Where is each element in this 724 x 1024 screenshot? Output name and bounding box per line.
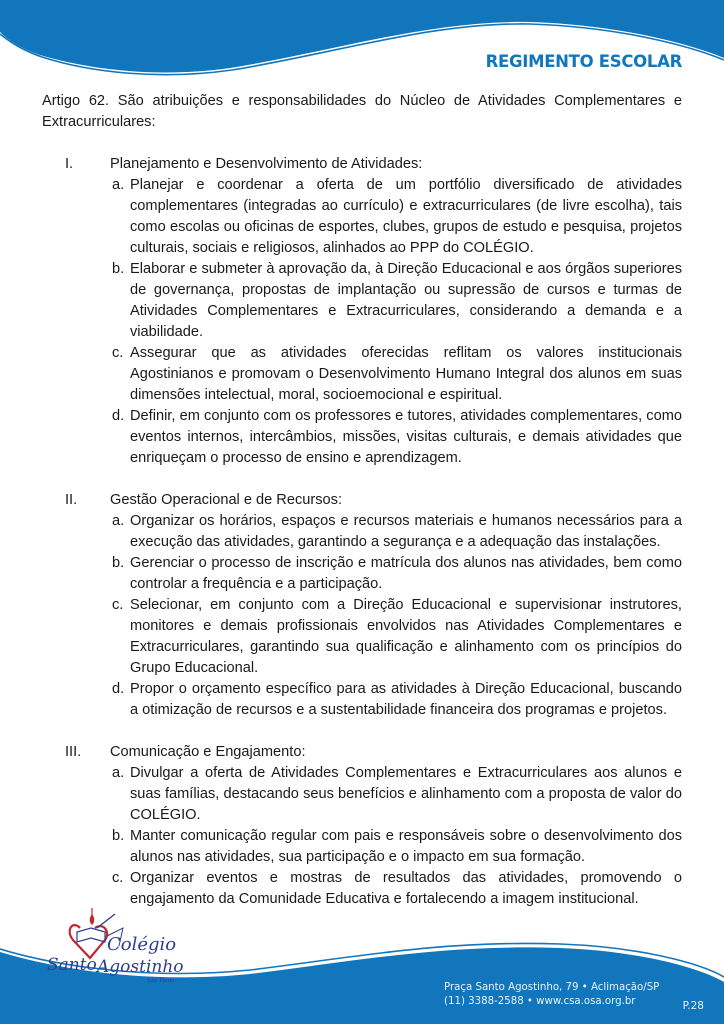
item-letter: b. (112, 828, 125, 844)
svg-text:São Paulo: São Paulo (147, 978, 175, 984)
section-numeral: I. (65, 156, 74, 172)
list-item (112, 868, 682, 910)
item-text: Divulgar a oferta de Atividades Complementares e Extracurriculares aos alunos e suas famílias, destacando seus benefícios e alinhamento com a proposta de valor do COLÉGIO. (130, 765, 682, 823)
item-text: Elaborar e submeter à aprovação da, à Direção Educacional e aos órgãos superiores de governança, propostas de implantação ou supressão de cursos e turmas de Atividades Complementares e Extracurriculares, considerando a demanda e a viabilidade. (130, 261, 682, 340)
list-item (112, 826, 682, 868)
section-title: Comunicação e Engajamento: (110, 744, 306, 760)
article-intro: Artigo 62. São atribuições e responsabilidades do Núcleo de Atividades Complementares e Extracurriculares: (42, 93, 682, 130)
section-items (42, 511, 682, 721)
item-text: Planejar e coordenar a oferta de um portfólio diversificado de atividades complementares (integradas ao currículo) e extracurriculares (de livre escolha), tais como escolas ou oficinas de esportes, clubes, grupos de estudo e pesquisa, projetos culturais, sociais e religiosos, alinhados ao PPP do COLÉGIO. (130, 177, 682, 256)
list-item (112, 511, 682, 553)
item-letter: a. (112, 513, 125, 529)
document-body (42, 91, 682, 931)
footer-address: Praça Santo Agostinho, 79 • Aclimação/SP (444, 982, 660, 993)
list-item (112, 259, 682, 343)
section-numeral: II. (65, 492, 78, 508)
item-text: Organizar os horários, espaços e recursos materiais e humanos necessários para a execução das atividades, garantindo a segurança e a adequação das instalações. (130, 513, 682, 550)
section-planejamento (42, 154, 682, 469)
item-letter: d. (112, 408, 125, 424)
section-heading (42, 154, 682, 175)
svg-text:Colégio: Colégio (107, 934, 177, 955)
item-letter: c. (112, 345, 124, 361)
list-item (112, 175, 682, 259)
item-letter: a. (112, 765, 125, 781)
item-letter: d. (112, 681, 125, 697)
list-item (112, 763, 682, 826)
item-text: Manter comunicação regular com pais e responsáveis sobre o desenvolvimento dos alunos nas atividades, sua participação e o impacto em sua formação. (130, 828, 682, 865)
svg-text:Agostinho: Agostinho (97, 957, 184, 977)
item-letter: c. (112, 870, 124, 886)
section-numeral: III. (65, 744, 82, 760)
section-items (42, 175, 682, 469)
section-title: Planejamento e Desenvolvimento de Atividades: (110, 156, 423, 172)
list-item (112, 595, 682, 679)
document-title: REGIMENTO ESCOLAR (485, 52, 682, 71)
item-text: Propor o orçamento específico para as atividades à Direção Educacional, buscando a otimização de recursos e a sustentabilidade financeira dos programas e projetos. (130, 681, 682, 718)
item-text: Assegurar que as atividades oferecidas reflitam os valores institucionais Agostinianos e promovam o Desenvolvimento Humano Integral dos alunos em suas dimensões intelectual, moral, socioemocional e espiritual. (130, 345, 682, 403)
svg-text:Santo: Santo (47, 955, 97, 975)
section-heading (42, 490, 682, 511)
footer-contact (444, 981, 659, 1009)
section-title: Gestão Operacional e de Recursos: (110, 492, 343, 508)
page-number: P.28 (682, 1000, 704, 1012)
section-heading (42, 742, 682, 763)
item-letter: a. (112, 177, 125, 193)
section-gestao-operacional (42, 490, 682, 721)
section-items (42, 763, 682, 910)
section-comunicacao (42, 742, 682, 910)
item-text: Organizar eventos e mostras de resultados das atividades, promovendo o engajamento da Comunidade Educativa e fortalecendo a imagem institucional. (130, 870, 682, 907)
list-item (112, 406, 682, 469)
list-item (112, 679, 682, 721)
list-item (112, 343, 682, 406)
item-letter: b. (112, 261, 125, 277)
item-letter: b. (112, 555, 125, 571)
item-text: Selecionar, em conjunto com a Direção Educacional e supervisionar instrutores, monitores e demais profissionais envolvidos nas Atividades Complementares e Extracurriculares, garantindo sua qualificação e alinhamento com os princípios do Grupo Educacional. (130, 597, 682, 676)
college-logo (45, 906, 205, 986)
list-item (112, 553, 682, 595)
footer-phone-website: (11) 3388-2588 • www.csa.osa.org.br (444, 996, 636, 1007)
item-letter: c. (112, 597, 124, 613)
item-text: Definir, em conjunto com os professores e tutores, atividades complementares, como eventos internos, intercâmbios, missões, visitas culturais, e demais atividades que enriqueçam o processo de ensino e aprendizagem. (130, 408, 682, 466)
item-text: Gerenciar o processo de inscrição e matrícula dos alunos nas atividades, bem como controlar a frequência e a participação. (130, 555, 682, 592)
